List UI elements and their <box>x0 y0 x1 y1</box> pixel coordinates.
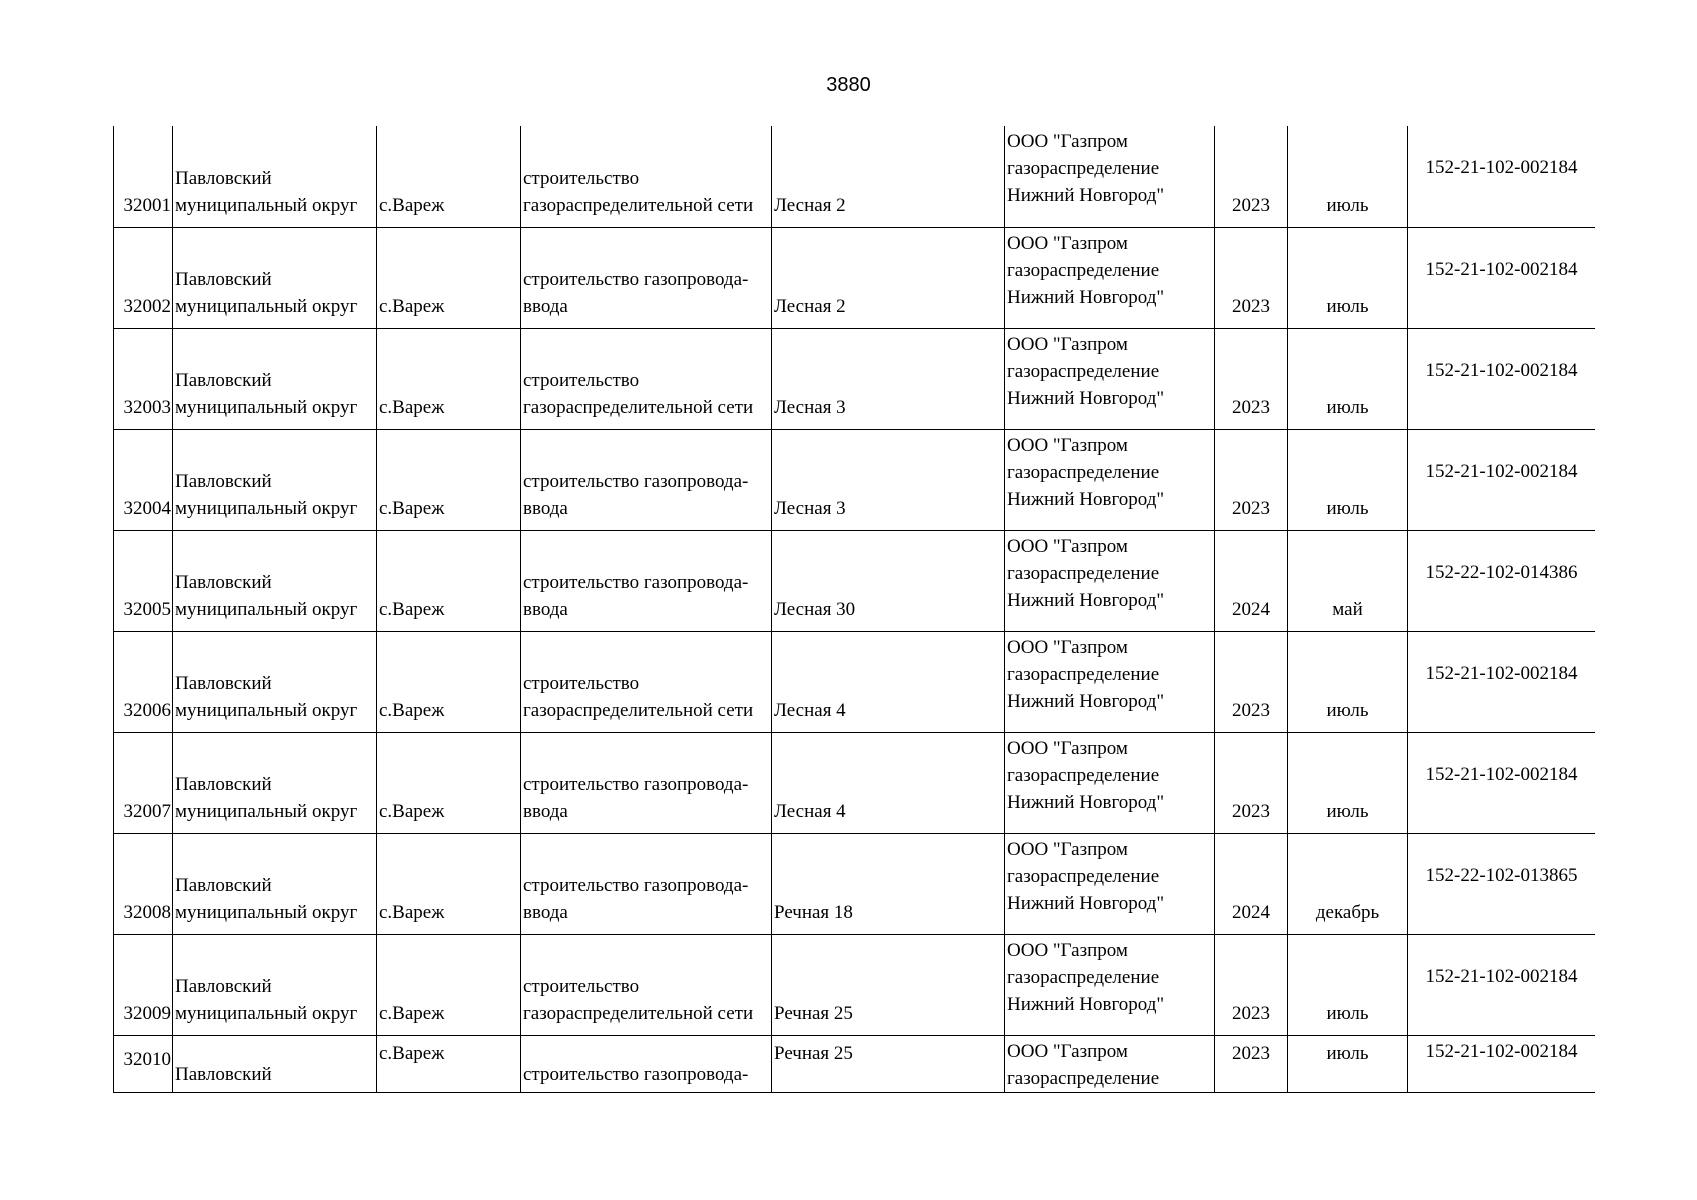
work-type-cell <box>521 833 772 934</box>
year: 2023 <box>1232 1002 1270 1024</box>
month: июль <box>1326 1042 1369 1064</box>
settlement: с.Вареж <box>379 1002 445 1024</box>
municipality-line: муниципальный округ <box>175 699 358 721</box>
code-cell <box>1408 1035 1596 1092</box>
municipality-cell <box>173 227 377 328</box>
municipality-line: муниципальный округ <box>175 1002 358 1024</box>
municipality-cell <box>173 833 377 934</box>
row-number: 32001 <box>123 194 171 216</box>
work-type-line: газораспределительной сети <box>523 396 754 418</box>
row-number-cell <box>114 429 173 530</box>
row-number-cell <box>114 732 173 833</box>
code-cell <box>1408 934 1596 1035</box>
registry-code: 152-21-102-002184 <box>1425 359 1578 381</box>
address-cell <box>772 732 1005 833</box>
registry-code: 152-21-102-002184 <box>1425 662 1578 684</box>
row-number-cell <box>114 833 173 934</box>
registry-table-container <box>113 126 1595 1102</box>
settlement: с.Вареж <box>379 901 445 923</box>
address: Речная 18 <box>774 901 853 923</box>
work-type-line: строительство газопровода- <box>523 268 749 290</box>
year: 2023 <box>1232 497 1270 519</box>
organization-line: ООО "Газпром <box>1007 939 1128 961</box>
work-type-line: строительство <box>523 167 640 189</box>
work-type-line: строительство <box>523 672 640 694</box>
month-cell <box>1288 126 1408 227</box>
organization-line: ООО "Газпром <box>1007 333 1128 355</box>
registry-code: 152-21-102-002184 <box>1425 763 1578 785</box>
municipality-line: муниципальный округ <box>175 396 358 418</box>
municipality-line: муниципальный округ <box>175 295 358 317</box>
month: июль <box>1326 800 1369 822</box>
row-number: 32007 <box>123 800 171 822</box>
organization-line: газораспределение <box>1007 360 1160 382</box>
organization-line: ООО "Газпром <box>1007 737 1128 759</box>
year: 2023 <box>1232 1042 1270 1064</box>
organization-cell <box>1005 227 1215 328</box>
year: 2024 <box>1232 901 1270 923</box>
municipality-line: муниципальный округ <box>175 194 358 216</box>
month: июль <box>1326 295 1369 317</box>
organization-line: газораспределение <box>1007 764 1160 786</box>
year-cell <box>1215 429 1288 530</box>
work-type-line: газораспределительной сети <box>523 194 754 216</box>
organization-cell <box>1005 1035 1215 1092</box>
work-type-line: строительство газопровода- <box>523 773 749 795</box>
municipality-line: муниципальный округ <box>175 800 358 822</box>
code-cell <box>1408 833 1596 934</box>
organization-line: ООО "Газпром <box>1007 434 1128 456</box>
work-type-cell <box>521 530 772 631</box>
organization-line: газораспределение <box>1007 966 1160 988</box>
registry-code: 152-21-102-002184 <box>1425 1040 1578 1062</box>
table-row <box>114 631 1596 732</box>
year-cell <box>1215 328 1288 429</box>
organization-line: газораспределение <box>1007 259 1160 281</box>
year-cell <box>1215 934 1288 1035</box>
address: Лесная 2 <box>774 295 846 317</box>
municipality-line: Павловский <box>175 470 272 492</box>
municipality-line: Павловский <box>175 672 272 694</box>
table-row <box>114 126 1596 227</box>
registry-code: 152-22-102-013865 <box>1425 864 1578 886</box>
work-type-line: строительство <box>523 975 640 997</box>
month-cell <box>1288 732 1408 833</box>
code-cell <box>1408 328 1596 429</box>
address-cell <box>772 833 1005 934</box>
organization-line: газораспределение <box>1007 562 1160 584</box>
year: 2024 <box>1232 598 1270 620</box>
settlement-cell <box>377 833 521 934</box>
month-cell <box>1288 934 1408 1035</box>
code-cell <box>1408 732 1596 833</box>
row-number-cell <box>114 530 173 631</box>
organization-line: Нижний Новгород" <box>1007 488 1165 510</box>
row-number-cell <box>114 631 173 732</box>
row-number: 32008 <box>123 901 171 923</box>
year-cell <box>1215 631 1288 732</box>
address-cell <box>772 126 1005 227</box>
work-type-line: ввода <box>523 800 568 822</box>
registry-code: 152-21-102-002184 <box>1425 965 1578 987</box>
work-type-cell <box>521 126 772 227</box>
organization-cell <box>1005 934 1215 1035</box>
row-number-cell <box>114 328 173 429</box>
organization-line: газораспределение <box>1007 865 1160 887</box>
organization-line: газораспределение <box>1007 158 1160 179</box>
code-cell <box>1408 631 1596 732</box>
month: май <box>1332 598 1363 620</box>
municipality-line: Павловский <box>175 268 272 290</box>
municipality-line: Павловский <box>175 773 272 795</box>
row-number: 32004 <box>123 497 171 519</box>
work-type-cell <box>521 328 772 429</box>
municipality-cell <box>173 530 377 631</box>
organization-line: ООО "Газпром <box>1007 1040 1128 1062</box>
settlement-cell <box>377 934 521 1035</box>
work-type-line: строительство газопровода- <box>523 470 749 492</box>
settlement-cell <box>377 227 521 328</box>
work-type-line: строительство газопровода- <box>523 1063 749 1085</box>
organization-line: Нижний Новгород" <box>1007 791 1165 813</box>
month: декабрь <box>1315 901 1380 923</box>
organization-cell <box>1005 833 1215 934</box>
settlement-cell <box>377 732 521 833</box>
address: Лесная 30 <box>774 598 856 620</box>
month: июль <box>1326 1002 1369 1024</box>
address-cell <box>772 328 1005 429</box>
organization-line: ООО "Газпром <box>1007 131 1128 152</box>
year: 2023 <box>1232 800 1270 822</box>
month: июль <box>1326 699 1369 721</box>
row-number: 32006 <box>123 699 171 721</box>
settlement: с.Вареж <box>379 295 445 317</box>
row-number-cell <box>114 1035 173 1092</box>
table-row <box>114 732 1596 833</box>
settlement: с.Вареж <box>379 598 445 620</box>
settlement-cell <box>377 429 521 530</box>
organization-line: ООО "Газпром <box>1007 232 1128 254</box>
organization-cell <box>1005 126 1215 227</box>
organization-line: ООО "Газпром <box>1007 636 1128 658</box>
address: Лесная 2 <box>774 194 846 216</box>
work-type-cell <box>521 1035 772 1092</box>
month-cell <box>1288 227 1408 328</box>
registry-code: 152-21-102-002184 <box>1425 258 1578 280</box>
address: Лесная 4 <box>774 699 846 721</box>
work-type-cell <box>521 227 772 328</box>
address-cell <box>772 227 1005 328</box>
code-cell <box>1408 126 1596 227</box>
month-cell <box>1288 631 1408 732</box>
row-number: 32005 <box>123 598 171 620</box>
organization-line: Нижний Новгород" <box>1007 993 1165 1015</box>
address-cell <box>772 1035 1005 1092</box>
municipality-line: Павловский <box>175 1063 272 1085</box>
year: 2023 <box>1232 396 1270 418</box>
month-cell <box>1288 530 1408 631</box>
organization-line: Нижний Новгород" <box>1007 387 1165 409</box>
settlement-cell <box>377 328 521 429</box>
registry-code: 152-21-102-002184 <box>1425 157 1578 178</box>
year: 2023 <box>1232 699 1270 721</box>
year-cell <box>1215 732 1288 833</box>
municipality-line: муниципальный округ <box>175 901 358 923</box>
municipality-cell <box>173 429 377 530</box>
settlement: с.Вареж <box>379 699 445 721</box>
table-row <box>114 429 1596 530</box>
municipality-cell <box>173 126 377 227</box>
page-number: 3880 <box>826 74 871 96</box>
organization-line: ООО "Газпром <box>1007 838 1128 860</box>
year: 2023 <box>1232 194 1270 216</box>
registry-code: 152-21-102-002184 <box>1425 460 1578 482</box>
row-number: 32002 <box>123 295 171 317</box>
month: июль <box>1326 396 1369 418</box>
work-type-line: ввода <box>523 598 568 620</box>
table-row <box>114 934 1596 1035</box>
municipality-line: Павловский <box>175 369 272 391</box>
work-type-line: строительство газопровода- <box>523 874 749 896</box>
settlement: с.Вареж <box>379 497 445 519</box>
settlement: с.Вареж <box>379 1042 445 1064</box>
municipality-line: Павловский <box>175 975 272 997</box>
month-cell <box>1288 429 1408 530</box>
work-type-line: ввода <box>523 901 568 923</box>
work-type-cell <box>521 732 772 833</box>
municipality-cell <box>173 1035 377 1092</box>
work-type-line: строительство <box>523 369 640 391</box>
work-type-line: ввода <box>523 295 568 317</box>
address: Лесная 3 <box>774 396 846 418</box>
settlement: с.Вареж <box>379 194 445 216</box>
organization-cell <box>1005 530 1215 631</box>
table-row <box>114 530 1596 631</box>
work-type-line: строительство газопровода- <box>523 571 749 593</box>
address-cell <box>772 429 1005 530</box>
code-cell <box>1408 429 1596 530</box>
row-number-cell <box>114 227 173 328</box>
settlement: с.Вареж <box>379 396 445 418</box>
municipality-cell <box>173 732 377 833</box>
month-cell <box>1288 328 1408 429</box>
registry-table <box>113 126 1595 1093</box>
organization-line: Нижний Новгород" <box>1007 185 1165 206</box>
organization-line: ООО "Газпром <box>1007 535 1128 557</box>
row-number-cell <box>114 934 173 1035</box>
organization-cell <box>1005 429 1215 530</box>
organization-cell <box>1005 328 1215 429</box>
organization-line: Нижний Новгород" <box>1007 892 1165 914</box>
work-type-cell <box>521 631 772 732</box>
year-cell <box>1215 126 1288 227</box>
month-cell <box>1288 1035 1408 1092</box>
work-type-cell <box>521 429 772 530</box>
organization-cell <box>1005 631 1215 732</box>
address: Лесная 3 <box>774 497 846 519</box>
municipality-line: муниципальный округ <box>175 497 358 519</box>
code-cell <box>1408 227 1596 328</box>
municipality-line: Павловский <box>175 874 272 896</box>
address: Речная 25 <box>774 1042 853 1064</box>
organization-line: газораспределение <box>1007 663 1160 685</box>
row-number: 32003 <box>123 396 171 418</box>
work-type-cell <box>521 934 772 1035</box>
municipality-cell <box>173 631 377 732</box>
organization-line: Нижний Новгород" <box>1007 286 1165 308</box>
work-type-line: ввода <box>523 497 568 519</box>
year-cell <box>1215 1035 1288 1092</box>
municipality-line: Павловский <box>175 571 272 593</box>
work-type-line: газораспределительной сети <box>523 699 754 721</box>
year-cell <box>1215 530 1288 631</box>
row-number: 32010 <box>123 1048 171 1070</box>
settlement: с.Вареж <box>379 800 445 822</box>
code-cell <box>1408 530 1596 631</box>
municipality-line: муниципальный округ <box>175 598 358 620</box>
settlement-cell <box>377 126 521 227</box>
month: июль <box>1326 194 1369 216</box>
organization-line: Нижний Новгород" <box>1007 589 1165 611</box>
settlement-cell <box>377 530 521 631</box>
table-row <box>114 833 1596 934</box>
address: Лесная 4 <box>774 800 846 822</box>
month-cell <box>1288 833 1408 934</box>
municipality-cell <box>173 934 377 1035</box>
table-row <box>114 328 1596 429</box>
municipality-line: Павловский <box>175 167 272 189</box>
year-cell <box>1215 833 1288 934</box>
row-number: 32009 <box>123 1002 171 1024</box>
address: Речная 25 <box>774 1002 853 1024</box>
table-body <box>114 126 1596 1092</box>
organization-cell <box>1005 732 1215 833</box>
address-cell <box>772 631 1005 732</box>
organization-line: газораспределение <box>1007 461 1160 483</box>
address-cell <box>772 934 1005 1035</box>
settlement-cell <box>377 1035 521 1092</box>
month: июль <box>1326 497 1369 519</box>
organization-line: Нижний Новгород" <box>1007 690 1165 712</box>
municipality-cell <box>173 328 377 429</box>
address-cell <box>772 530 1005 631</box>
settlement-cell <box>377 631 521 732</box>
work-type-line: газораспределительной сети <box>523 1002 754 1024</box>
organization-line: газораспределение <box>1007 1067 1160 1089</box>
table-row <box>114 1035 1596 1092</box>
registry-code: 152-22-102-014386 <box>1425 561 1578 583</box>
table-row <box>114 227 1596 328</box>
year-cell <box>1215 227 1288 328</box>
year: 2023 <box>1232 295 1270 317</box>
row-number-cell <box>114 126 173 227</box>
